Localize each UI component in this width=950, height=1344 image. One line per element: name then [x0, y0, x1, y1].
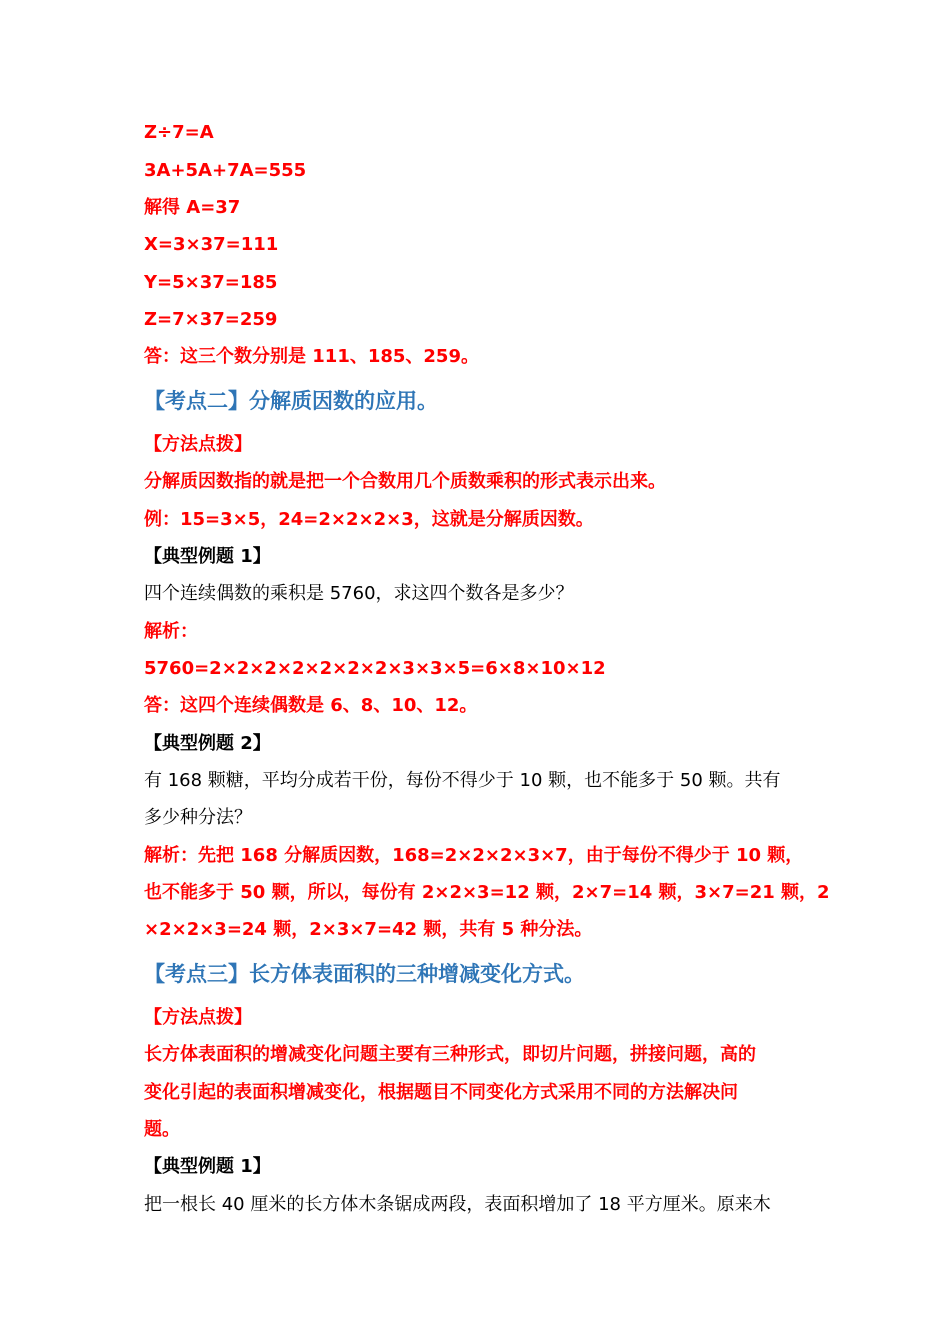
answer-line: 答：这四个连续偶数是 6、8、10、12。: [144, 695, 478, 716]
method-heading: 【方法点拨】: [144, 1007, 252, 1028]
example-heading: 【典型例题 2】: [144, 733, 271, 754]
analysis-line: ×2×2×3=24 颗，2×3×7=42 颗，共有 5 种分法。: [144, 919, 593, 940]
text-line: 题。: [144, 1119, 180, 1140]
text-line: 长方体表面积的增减变化问题主要有三种形式，即切片问题，拼接问题，高的: [144, 1044, 756, 1065]
question-line: 多少种分法？: [144, 807, 252, 828]
text-line: Z÷7=A: [144, 122, 214, 143]
section-heading: 【考点三】长方体表面积的三种增减变化方式。: [144, 962, 585, 986]
example-heading: 【典型例题 1】: [144, 1156, 271, 1177]
text-line: 5760=2×2×2×2×2×2×2×3×3×5=6×8×10×12: [144, 658, 606, 679]
question-line: 把一根长 40 厘米的长方体木条锯成两段，表面积增加了 18 平方厘米。原来木: [144, 1194, 771, 1215]
answer-line: 答：这三个数分别是 111、185、259。: [144, 346, 479, 367]
analysis-line: 解析：先把 168 分解质因数，168=2×2×2×3×7，由于每份不得少于 10 颗，: [144, 845, 804, 866]
example-heading: 【典型例题 1】: [144, 546, 271, 567]
text-line: 分解质因数指的就是把一个合数用几个质数乘积的形式表示出来。: [144, 471, 666, 492]
analysis-label: 解析：: [144, 621, 198, 642]
question-line: 四个连续偶数的乘积是 5760，求这四个数各是多少？: [144, 583, 574, 604]
question-line: 有 168 颗糖，平均分成若干份，每份不得少于 10 颗，也不能多于 50 颗。共有: [144, 770, 781, 791]
text-line: 例：15=3×5，24=2×2×2×3，这就是分解质因数。: [144, 509, 594, 530]
analysis-line: 也不能多于 50 颗，所以，每份有 2×2×3=12 颗，2×7=14 颗，3×7=21 颗，2: [144, 882, 830, 903]
text-line: 变化引起的表面积增减变化，根据题目不同变化方式采用不同的方法解决问: [144, 1082, 738, 1103]
text-line: Z=7×37=259: [144, 309, 278, 330]
text-line: 3A+5A+7A=555: [144, 160, 307, 181]
text-line: X=3×37=111: [144, 234, 279, 255]
section-heading: 【考点二】分解质因数的应用。: [144, 389, 438, 413]
text-line: Y=5×37=185: [144, 272, 278, 293]
text-line: 解得 A=37: [144, 197, 241, 218]
method-heading: 【方法点拨】: [144, 434, 252, 455]
